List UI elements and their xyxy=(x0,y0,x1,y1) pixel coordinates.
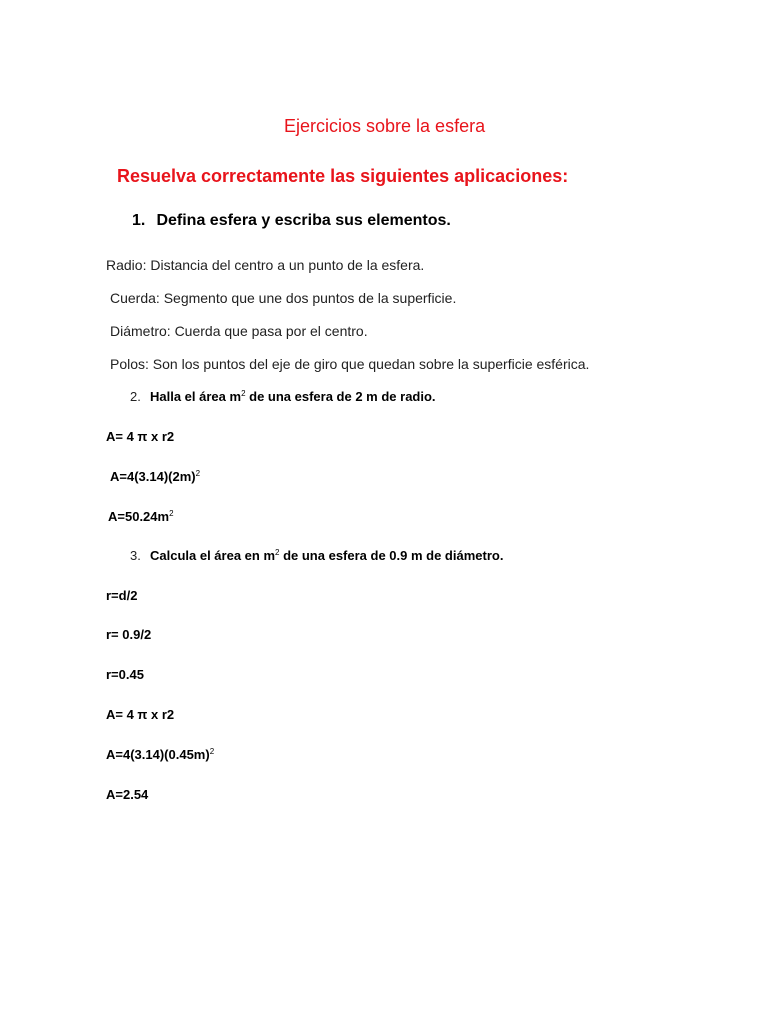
question-3-text-b: de una esfera de 0.9 m de diámetro. xyxy=(279,548,504,563)
calc-superscript: 2 xyxy=(209,747,215,756)
question-3-text-a: Calcula el área en m xyxy=(150,548,276,563)
question-2-number: 2. xyxy=(130,389,141,404)
document-subtitle: Resuelva correctamente las siguientes aplicaciones: xyxy=(117,166,569,186)
calc-text: A= 4 π x r2 xyxy=(106,429,175,444)
q3-calc-line xyxy=(106,787,148,802)
calc-text: A=4(3.14)(2m) xyxy=(110,469,196,484)
q2-calc-line xyxy=(108,509,174,524)
question-1-number: 1. xyxy=(132,212,146,229)
calc-superscript: 2 xyxy=(195,469,201,478)
document-title: Ejercicios sobre la esfera xyxy=(284,116,486,136)
question-3 xyxy=(130,548,503,563)
calc-text: A=2.54 xyxy=(106,787,149,802)
question-1 xyxy=(132,212,451,230)
calc-text: A=50.24m xyxy=(108,509,170,524)
calc-text: A= 4 π x r2 xyxy=(106,707,175,722)
question-2 xyxy=(130,389,436,404)
calc-text: r= 0.9/2 xyxy=(106,627,152,642)
question-1-text: Defina esfera y escriba sus elementos. xyxy=(156,212,451,229)
calc-text: r=0.45 xyxy=(106,667,144,682)
definition-diametro: Diámetro: Cuerda que pasa por el centro. xyxy=(110,323,368,339)
q3-calc-line xyxy=(106,588,137,603)
calc-text: r=d/2 xyxy=(106,588,138,603)
definition-radio: Radio: Distancia del centro a un punto de la esfera. xyxy=(106,257,425,273)
calc-text: A=4(3.14)(0.45m) xyxy=(106,747,210,762)
question-2-text-a: Halla el área m xyxy=(150,389,242,404)
question-3-superscript: 2 xyxy=(275,548,280,557)
q2-calc-line xyxy=(106,429,174,444)
definition-polos: Polos: Son los puntos del eje de giro que quedan sobre la superficie esférica. xyxy=(110,356,590,372)
question-3-number: 3. xyxy=(130,548,141,563)
definition-cuerda: Cuerda: Segmento que une dos puntos de la superficie. xyxy=(110,290,457,306)
question-2-superscript: 2 xyxy=(241,389,246,398)
q3-calc-line xyxy=(106,627,151,642)
question-2-text-b: de una esfera de 2 m de radio. xyxy=(245,389,436,404)
calc-superscript: 2 xyxy=(169,509,174,518)
q3-calc-line xyxy=(106,667,144,682)
q3-calc-line xyxy=(106,747,214,762)
q3-calc-line xyxy=(106,707,174,722)
q2-calc-line xyxy=(110,469,200,484)
